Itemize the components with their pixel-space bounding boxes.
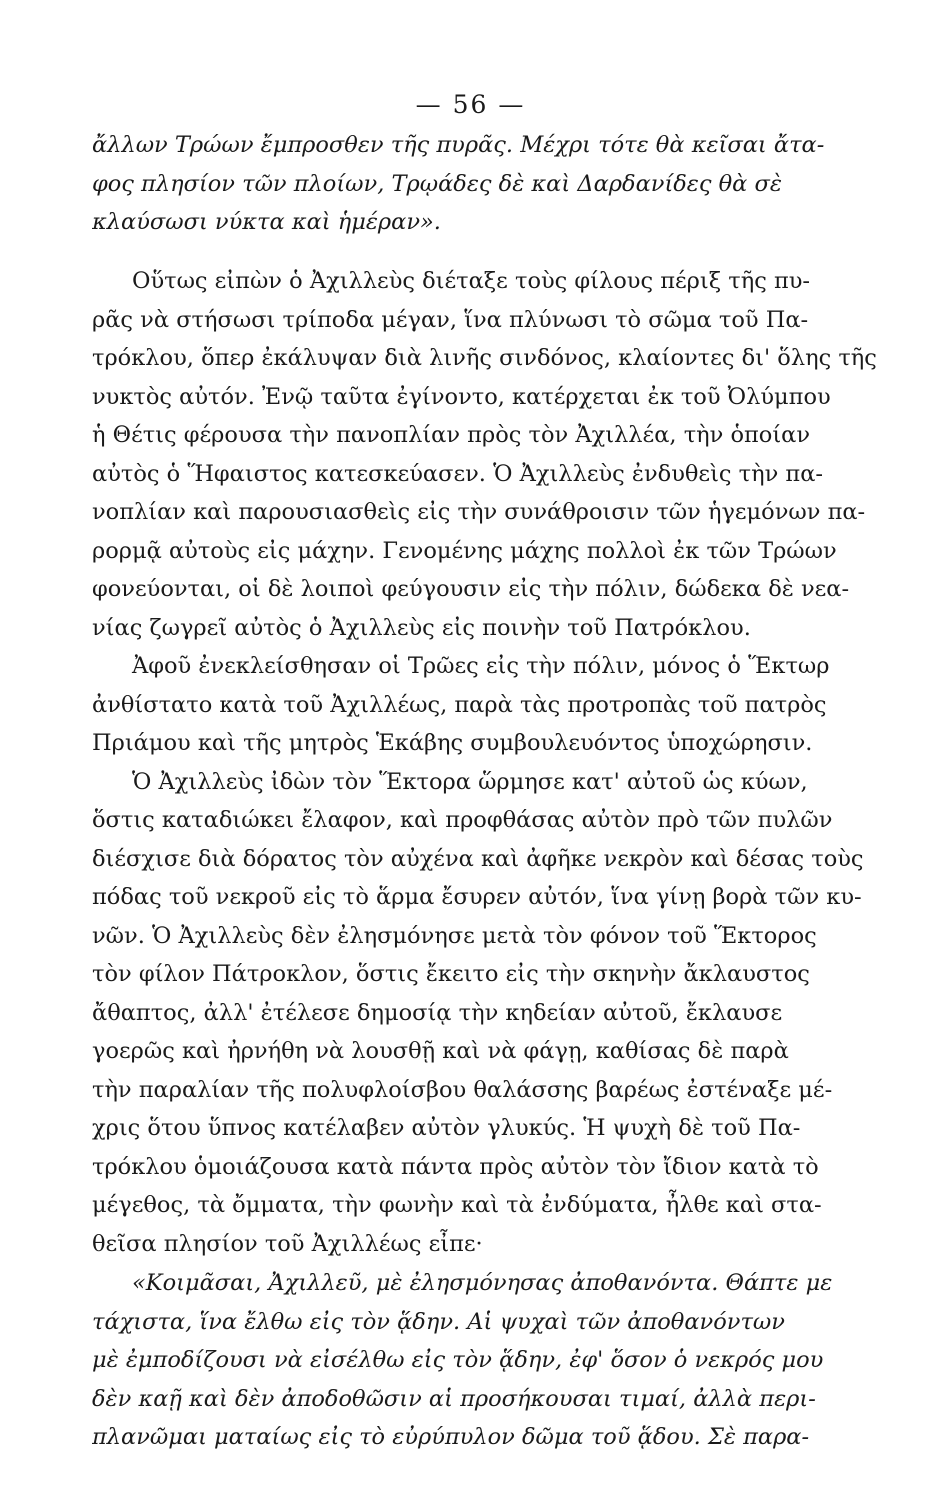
text-line: ἄθαπτος, ἀλλ' ἐτέλεσε δημοσίᾳ τὴν κηδείαν αὐτοῦ, ἔκλαυσε: [92, 999, 783, 1026]
closing-italic-passage: [92, 1264, 877, 1457]
text-line: τρόκλου, ὅπερ ἐκάλυψαν διὰ λινῆς σινδόνος, κλαίοντες δι' ὅλης τῆς: [92, 345, 877, 371]
text-line: διέσχισε διὰ δόρατος τὸν αὐχένα καὶ ἀφῆκε νεκρὸν καὶ δέσας τοὺς: [92, 845, 864, 872]
text-line: πλανῶμαι ματαίως εἰς τὸ εὐρύπυλον δῶμα τοῦ ᾅδου. Σὲ παρα-: [92, 1424, 810, 1450]
text-line: νῶν. Ὁ Ἀχιλλεὺς δὲν ἐλησμόνησε μετὰ τὸν φόνον τοῦ Ἕκτορος: [92, 922, 817, 949]
text-line: Ὁ Ἀχιλλεὺς ἰδὼν τὸν Ἕκτορα ὥρμησε κατ' αὐτοῦ ὡς κύων,: [132, 768, 808, 795]
text-line: ἄλλων Τρώων ἔμπροσθεν τῆς πυρᾶς. Μέχρι τότε θὰ κεῖσαι ἄτα-: [92, 132, 825, 158]
text-line: φος πλησίον τῶν πλοίων, Τρῳάδες δὲ καὶ Δαρδανίδες θὰ σὲ: [92, 170, 782, 197]
text-line: φονεύονται, οἱ δὲ λοιποὶ φεύγουσιν εἰς τὴν πόλιν, δώδεκα δὲ νεα-: [92, 576, 850, 602]
text-line: χρις ὅτου ὕπνος κατέλαβεν αὐτὸν γλυκύς. Ἡ ψυχὴ δὲ τοῦ Πα-: [92, 1115, 801, 1141]
text-line: νυκτὸς αὐτόν. Ἐνῷ ταῦτα ἐγίνοντο, κατέρχεται ἐκ τοῦ Ὀλύμπου: [92, 383, 831, 410]
text-line: κλαύσωσι νύκτα καὶ ἡμέραν».: [92, 209, 441, 235]
text-line: τὸν φίλον Πάτροκλον, ὅστις ἔκειτο εἰς τὴν σκηνὴν ἄκλαυστος: [92, 961, 810, 987]
text-line: δὲν καῇ καὶ δὲν ἀποδοθῶσιν αἱ προσήκουσαι τιμαί, ἀλλὰ περι-: [92, 1385, 816, 1412]
text-line: αὐτὸς ὁ Ἥφαιστος κατεσκεύασεν. Ὁ Ἀχιλλεὺς ἐνδυθεὶς τὴν πα-: [92, 460, 824, 487]
body-passage: [92, 262, 877, 1263]
text-line: «Κοιμᾶσαι, Ἀχιλλεῦ, μὲ ἐλησμόνησας ἀποθανόντα. Θάπτε με: [132, 1270, 833, 1296]
page-number: — 56 —: [415, 90, 526, 119]
text-line: θεῖσα πλησίον τοῦ Ἀχιλλέως εἶπε·: [92, 1230, 483, 1257]
text-line: πόδας τοῦ νεκροῦ εἰς τὸ ἅρμα ἔσυρεν αὐτόν, ἵνα γίνῃ βορὰ τῶν κυ-: [92, 884, 862, 910]
text-line: τρόκλου ὁμοιάζουσα κατὰ πάντα πρὸς αὐτὸν τὸν ἴδιον κατὰ τὸ: [92, 1153, 819, 1180]
text-line: ρορμᾷ αὐτοὺς εἰς μάχην. Γενομένης μάχης πολλοὶ ἐκ τῶν Τρώων: [92, 537, 837, 564]
text-line: τὴν παραλίαν τῆς πολυφλοίσβου θαλάσσης βαρέως ἐστέναξε μέ-: [92, 1076, 833, 1103]
text-line: νοπλίαν καὶ παρουσιασθεὶς εἰς τὴν συνάθροισιν τῶν ἡγεμόνων πα-: [92, 499, 866, 525]
text-line: ὅστις καταδιώκει ἔλαφον, καὶ προφθάσας αὐτὸν πρὸ τῶν πυλῶν: [92, 807, 833, 833]
text-line: μὲ ἐμποδίζουσι νὰ εἰσέλθω εἰς τὸν ᾅδην, ἐφ' ὅσον ὁ νεκρός μου: [92, 1347, 824, 1373]
text-line: μέγεθος, τὰ ὄμματα, τὴν φωνὴν καὶ τὰ ἐνδύματα, ἦλθε καὶ στα-: [92, 1192, 822, 1218]
text-line: ἡ Θέτις φέρουσα τὴν πανοπλίαν πρὸς τὸν Ἀχιλλέα, τὴν ὁποίαν: [92, 422, 811, 448]
text-line: Οὕτως εἰπὼν ὁ Ἀχιλλεὺς διέταξε τοὺς φίλους πέριξ τῆς πυ-: [132, 268, 811, 294]
text-line: ἀνθίστατο κατὰ τοῦ Ἀχιλλέως, παρὰ τὰς προτροπὰς τοῦ πατρὸς: [92, 691, 827, 718]
text-line: ρᾶς νὰ στήσωσι τρίποδα μέγαν, ἵνα πλύνωσι τὸ σῶμα τοῦ Πα-: [92, 306, 809, 333]
text-line: Πριάμου καὶ τῆς μητρὸς Ἑκάβης συμβουλευόντος ὑποχώρησιν.: [92, 730, 813, 756]
text-line: γοερῶς καὶ ἠρνήθη νὰ λουσθῇ καὶ νὰ φάγῃ, καθίσας δὲ παρὰ: [92, 1038, 789, 1064]
text-line: νίας ζωγρεῖ αὐτὸς ὁ Ἀχιλλεὺς εἰς ποινὴν τοῦ Πατρόκλου.: [92, 614, 751, 641]
text-line: τάχιστα, ἵνα ἔλθω εἰς τὸν ᾅδην. Αἱ ψυχαὶ τῶν ἀποθανόντων: [92, 1308, 785, 1335]
text-line: Ἀφοῦ ἐνεκλείσθησαν οἱ Τρῶες εἰς τὴν πόλιν, μόνος ὁ Ἕκτωρ: [132, 653, 830, 679]
opening-italic-passage: [92, 126, 877, 242]
